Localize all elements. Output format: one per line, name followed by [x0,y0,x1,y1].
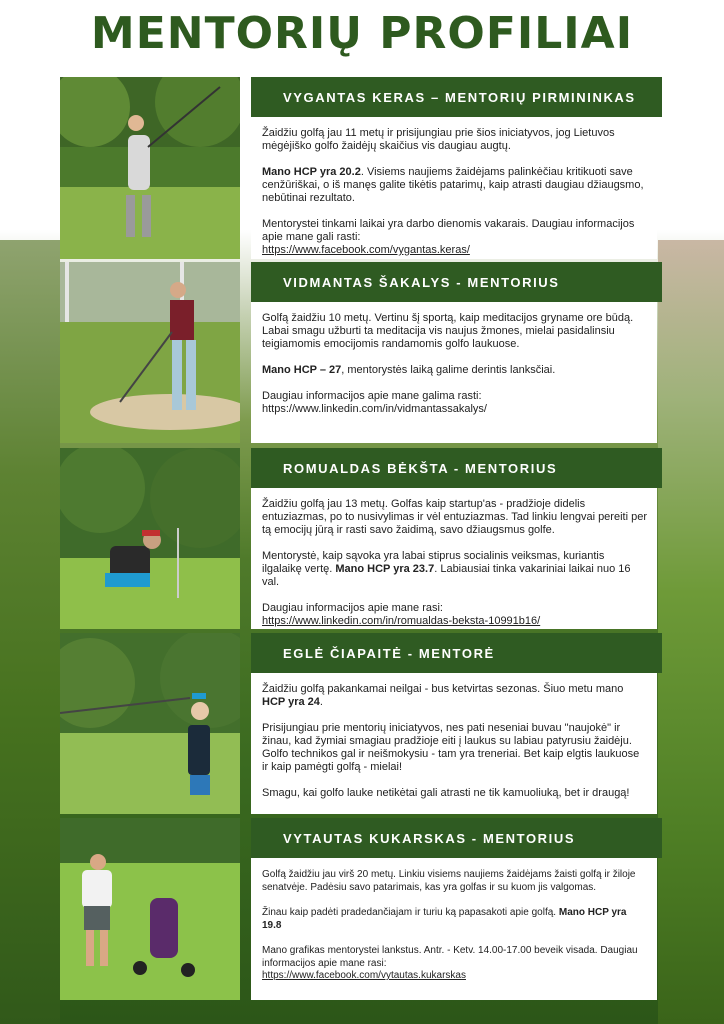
mentor-intro: Žaidžiu golfą pakankamai neilgai - bus ketvirtas sezonas. Šiuo metu mano HCP yra 24. [262,683,624,708]
mentor-photo [60,633,240,814]
mentor-description [251,302,657,443]
mentor-contact: Daugiau informacijos apie mane rasi: https://www.linkedin.com/in/romualdas-beksta-10991b16/ [262,602,541,627]
mentor-photo [60,262,240,443]
mentor-name-header: VYGANTAS KERAS – MENTORIŲ PIRMININKAS [251,77,662,117]
mentor-photo [60,448,240,629]
mentor-description [251,858,657,1000]
mentor-profile-link[interactable]: https://www.facebook.com/vytautas.kukarskas [262,970,466,981]
mentor-name-header: VYTAUTAS KUKARSKAS - MENTORIUS [251,818,662,858]
mentor-hcp: Mano HCP yra 20.2 [262,166,361,178]
mentor-photo [60,77,240,259]
background-grass-left [0,240,60,1024]
mentor-description [251,117,657,259]
mentor-hcp: Mano HCP yra 23.7 [335,563,435,575]
mentor-intro: Žaidžiu golfą jau 11 metų ir prisijungiau prie šios iniciatyvos, jog Lietuvos mėgėjiško golfo žaidėjų skaičius vis daugiau augtų. [262,127,615,152]
mentor-profile-link[interactable]: https://www.linkedin.com/in/romualdas-beksta-10991b16/ [262,615,541,627]
mentor-description [251,673,657,814]
mentor-profile-link[interactable]: https://www.facebook.com/vygantas.keras/ [262,244,470,256]
mentor-intro: Golfą žaidžiu jau virš 20 metų. Linkiu visiems naujiems žaidėjams žaisti golfą ir žiloje senatvėje. Padėsiu savo patarimais, kas yra golfas ir su kuom jis valgomas. [262,869,636,893]
mentor-hcp-paragraph: Mentorystė, kaip sąvoka yra labai stiprus socialinis veiksmas, kuriantis ilgalaikę vertę. Mano HCP yra 23.7. Labiausiai tinka vakariniai laikai nuo 16 val. [262,550,631,588]
mentor-hcp: Mano HCP yra 19.8 [262,907,627,931]
mentor-hcp-paragraph: Žinau kaip padėti pradedančiajam ir turiu ką papasakoti apie golfą. Mano HCP yra 19.8 [262,907,627,931]
background-grass-right [658,240,724,1024]
mentor-intro: Golfą žaidžiu 10 metų. Vertinu šį sportą, kaip meditacijos gryname ore būdą. Labai smagu užburti ta meditacija vis naujus žmones, mielai pasidalinsiu teigiamomis emocijomis randamomis golfo laukuose. [262,312,634,350]
mentor-closing: Smagu, kai golfo lauke netikėtai gali atrasti ne tik kamuoliuką, bet ir draugą! [262,787,630,799]
mentor-card [60,77,662,259]
mentor-hcp: HCP yra 24 [262,696,320,708]
mentor-card [60,448,662,629]
mentor-name-header: ROMUALDAS BĖKŠTA - MENTORIUS [251,448,662,488]
mentor-contact: Mano grafikas mentorystei lankstus. Antr. - Ketv. 14.00-17.00 beveik visada. Daugiau informacijos apie mane rasi: https://www.facebook.com/vytautas.kukarskas [262,945,638,981]
mentor-intro: Žaidžiu golfą jau 13 metų. Golfas kaip startup'as - pradžioje didelis entuziazmas, po to nusivylimas ir vėl entuziazmas. Tad linkiu lengvai pereiti per tą emocijų jūrą ir rasti savo žaidimą, savo džiaugsmus golfe. [262,498,647,536]
mentor-contact: Mentorystei tinkami laikai yra darbo dienomis vakarais. Daugiau informacijos apie mane gali rasti: https://www.facebook.com/vygantas.keras/ [262,218,635,256]
mentor-card [60,262,662,443]
mentor-name-header: VIDMANTAS ŠAKALYS - MENTORIUS [251,262,662,302]
mentor-paragraph: Prisijungiau prie mentorių iniciatyvos, nes pati neseniai buvau "naujokė" ir žinau, kad žymiai smagiau pradžioje eiti į laukus su labiau patyrusiu žaidėju. Golfo technikos gal ir neišmokysiu - tam yra treneriai. Bet kaip elgtis laukuose ir kaip pamėgti golfą - mielai! [262,722,640,773]
mentor-card [60,633,662,814]
page-title: MENTORIŲ PROFILIAI [90,8,634,59]
mentor-profile-link[interactable]: https://www.linkedin.com/in/vidmantassakalys/ [262,403,487,415]
mentor-contact: Daugiau informacijos apie mane galima rasti: https://www.linkedin.com/in/vidmantassakalys/ [262,390,487,415]
mentor-description [251,488,657,629]
mentor-hcp-paragraph: Mano HCP yra 20.2. Visiems naujiems žaidėjams palinkėčiau kritikuoti save cenžūriškai, o iš manęs galite tikėtis patarimų, kaip atrasti daugiau džiaugsmo, nebūtinai rezultato. [262,166,644,204]
mentor-hcp-paragraph: Mano HCP – 27, mentorystės laiką galime derintis lanksčiai. [262,364,556,376]
mentor-name-header: EGLĖ ČIAPAITĖ - MENTORĖ [251,633,662,673]
mentor-card [60,818,662,1000]
mentor-hcp: Mano HCP – 27 [262,364,342,376]
mentor-photo [60,818,240,1000]
